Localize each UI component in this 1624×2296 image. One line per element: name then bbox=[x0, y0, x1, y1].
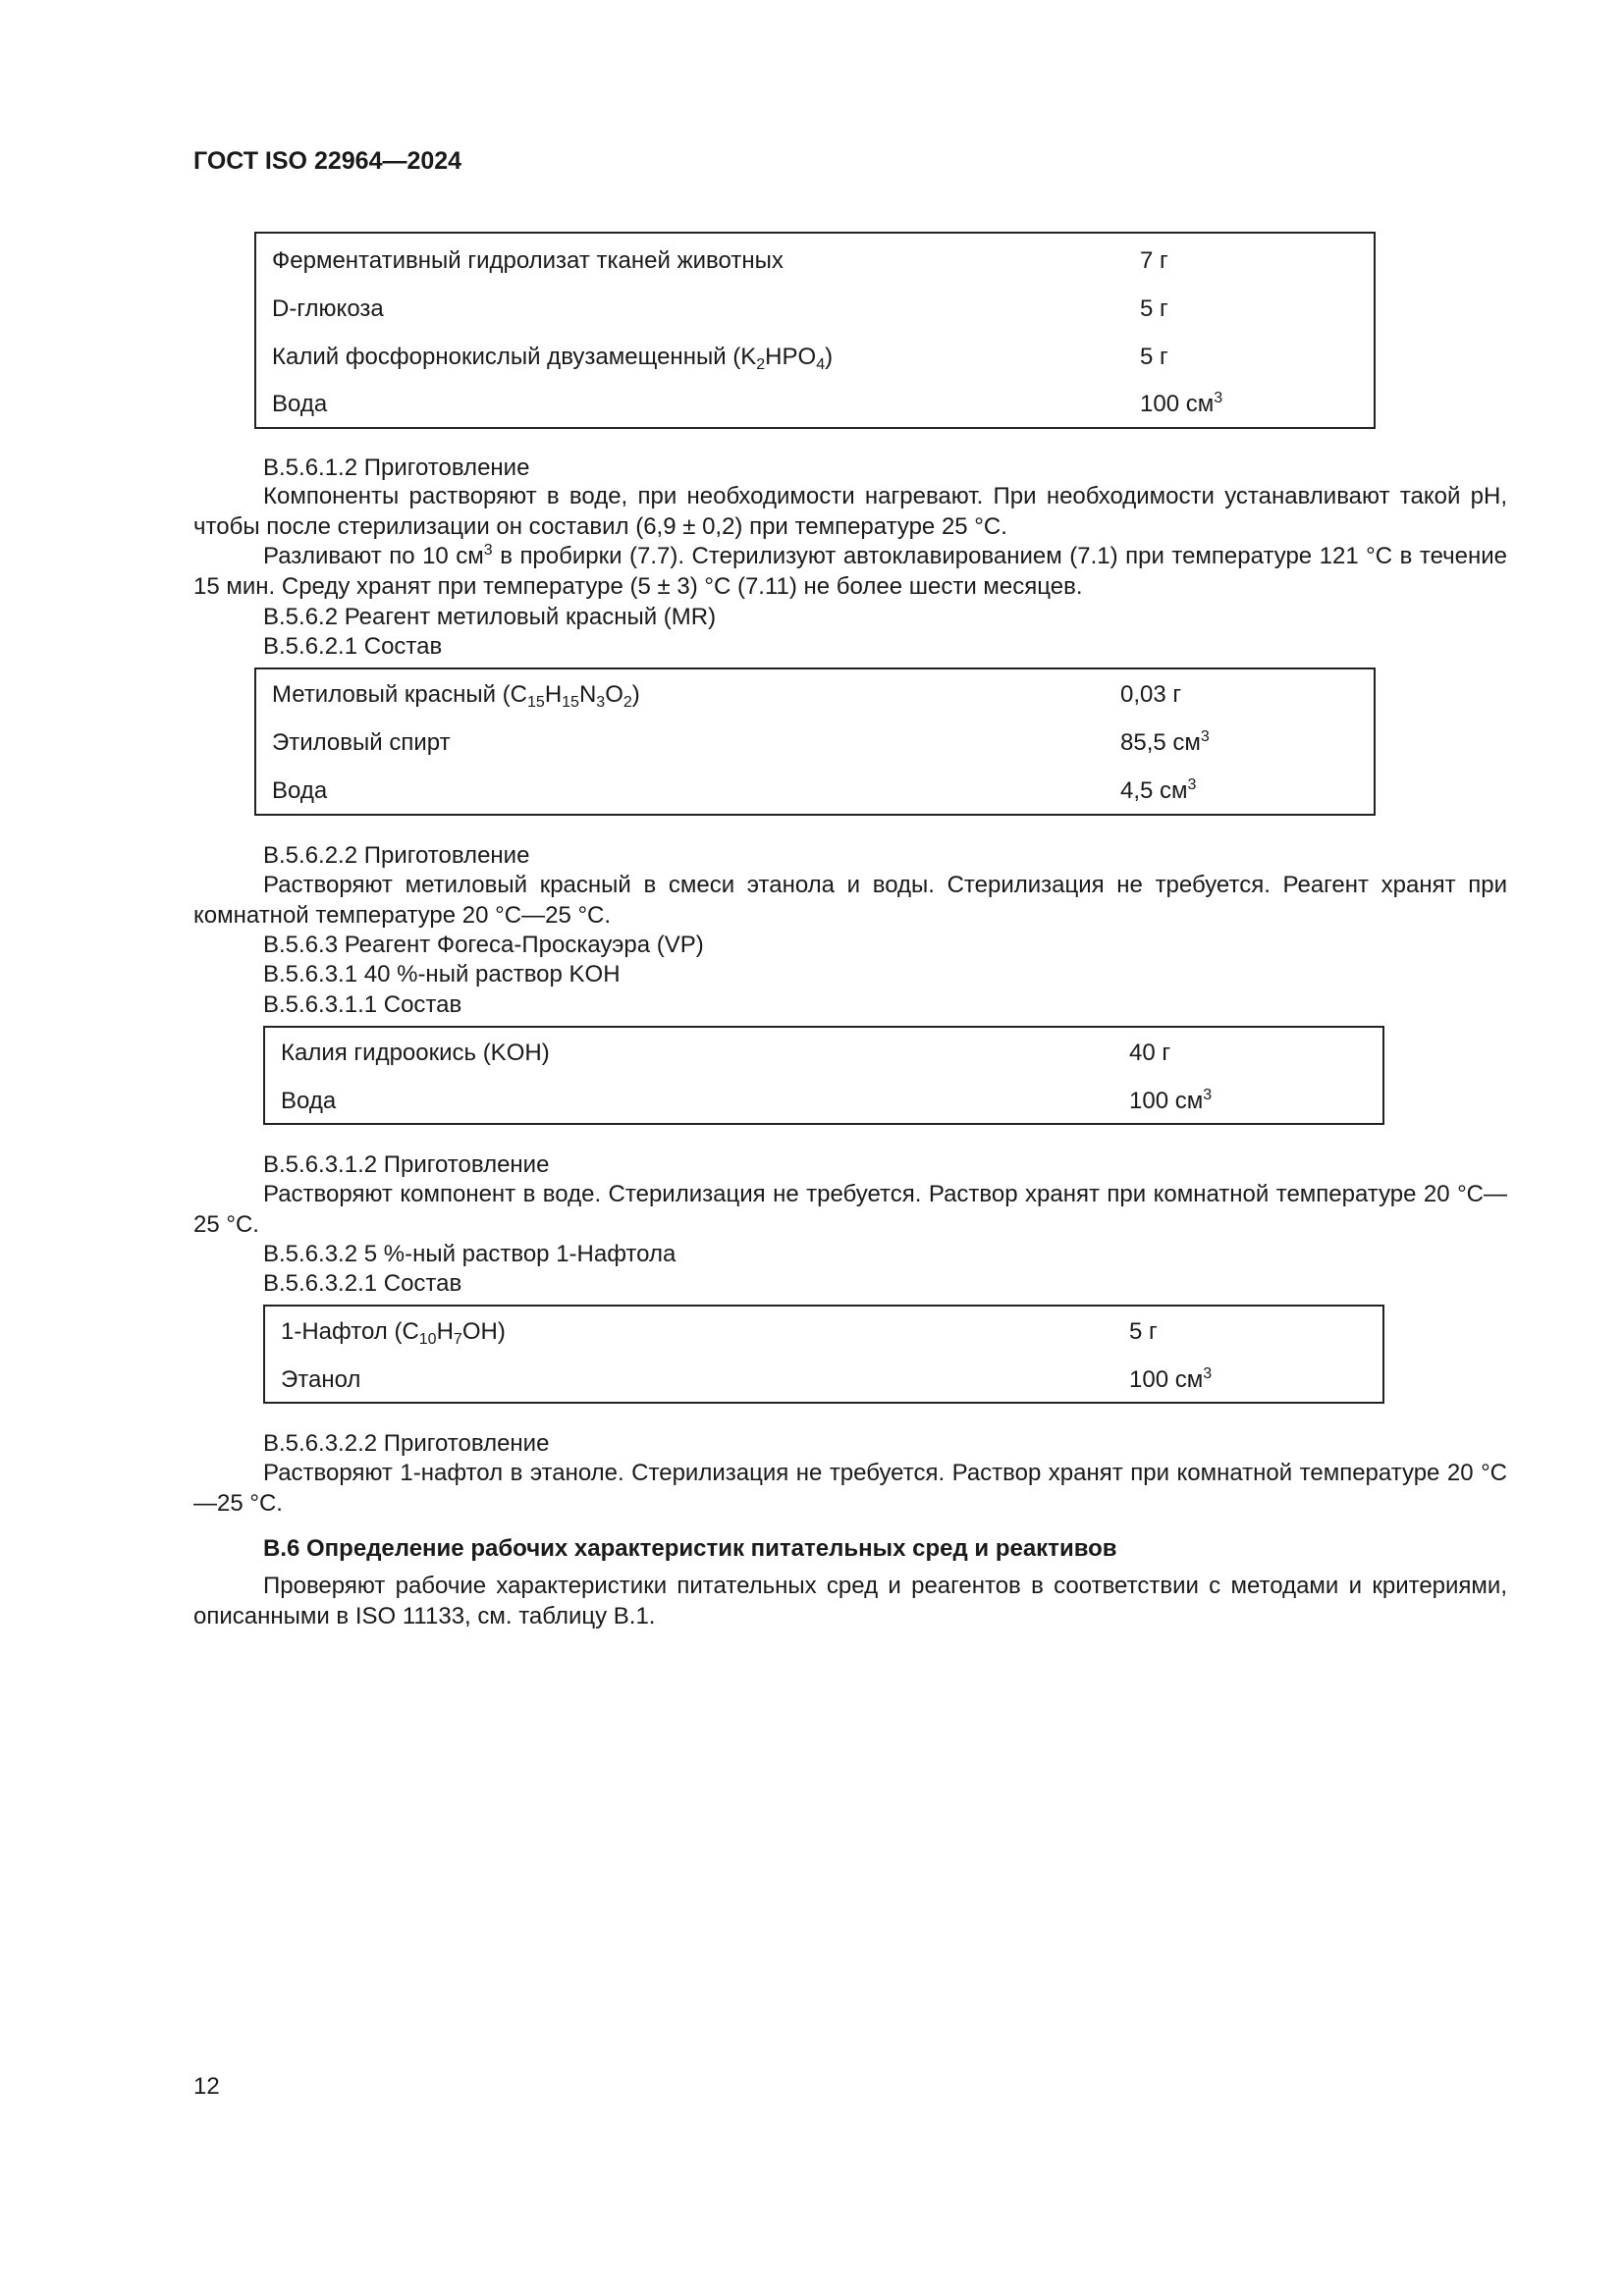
clause-heading: В.5.6.2.2 Приготовление bbox=[263, 842, 530, 869]
clause-heading: В.5.6.1.2 Приготовление bbox=[263, 454, 530, 481]
paragraph: Проверяют рабочие характеристики питательных сред и реагентов в соответствии с методами и критериями, описанными в ISO 11133, см. таблицу В.1. bbox=[193, 1573, 1507, 1629]
component-quantity: 5 г bbox=[1140, 344, 1168, 370]
clause-heading: В.5.6.3.2 5 %-ный раствор 1-Нафтола bbox=[263, 1241, 677, 1267]
composition-table-1 bbox=[254, 232, 1376, 429]
table-row bbox=[256, 670, 1374, 719]
table-row bbox=[256, 380, 1374, 428]
clause-heading: В.5.6.2.1 Состав bbox=[263, 633, 443, 660]
component-name: Этиловый спирт bbox=[272, 729, 451, 756]
document-header: ГОСТ ISO 22964—2024 bbox=[193, 147, 462, 175]
component-name: Вода bbox=[272, 391, 328, 417]
clause-heading: В.5.6.3.2.1 Состав bbox=[263, 1270, 462, 1297]
table-row bbox=[256, 285, 1374, 333]
component-name: Калия гидроокись (KOH) bbox=[281, 1040, 550, 1066]
paragraph: Разливают по 10 $см^3$ в пробирки (7.7). Стерилизуют автоклавированием (7.1) при температуре 121 °C в течение 15 мин. Среду хранят при температуре (5 ± 3) °C (7.11) не более шести месяцев. bbox=[193, 542, 1507, 600]
page-number: 12 bbox=[193, 2073, 220, 2100]
table-row bbox=[256, 333, 1374, 381]
table-row bbox=[256, 719, 1374, 767]
clause-heading: В.5.6.3 Реагент Фогеса-Проскауэра (VP) bbox=[263, 932, 704, 958]
paragraph: Растворяют метиловый красный в смеси этанола и воды. Стерилизация не требуется. Реагент хранят при комнатной температуре 20 °C—25 °C. bbox=[193, 872, 1507, 929]
table-row bbox=[265, 1356, 1382, 1404]
component-quantity: 100 $см^3$ bbox=[1129, 1087, 1213, 1114]
paragraph: Компоненты растворяют в воде, при необходимости нагревают. При необходимости устанавливают такой pH, чтобы после стерилизации он составил (6,9 ± 0,2) при температуре 25 °C. bbox=[193, 483, 1507, 540]
component-name: D-глюкоза bbox=[272, 295, 384, 322]
component-quantity: 100 $см^3$ bbox=[1140, 390, 1223, 417]
clause-heading: В.5.6.3.1.2 Приготовление bbox=[263, 1151, 550, 1178]
component-name: Ферментативный гидролизат тканей животных bbox=[272, 247, 784, 274]
component-quantity: 0,03 г bbox=[1120, 681, 1182, 708]
composition-table-2 bbox=[254, 667, 1376, 816]
table-row bbox=[265, 1308, 1382, 1356]
table-row bbox=[265, 1077, 1382, 1125]
clause-heading: В.5.6.3.1 40 %-ный раствор KOH bbox=[263, 961, 621, 988]
component-quantity: 85,5 $см^3$ bbox=[1120, 728, 1210, 756]
component-quantity: 4,5 $см^3$ bbox=[1120, 776, 1197, 804]
table-row bbox=[265, 1029, 1382, 1077]
paragraph: Растворяют компонент в воде. Стерилизация не требуется. Раствор хранят при комнатной температуре 20 °C—25 °C. bbox=[193, 1181, 1507, 1238]
component-quantity: 40 г bbox=[1129, 1040, 1171, 1066]
table-row bbox=[256, 237, 1374, 285]
component-quantity: 5 г bbox=[1140, 295, 1168, 322]
section-title: В.6 Определение рабочих характеристик питательных сред и реактивов bbox=[263, 1535, 1117, 1562]
component-name: Вода bbox=[281, 1088, 337, 1114]
component-name: Этанол bbox=[281, 1366, 361, 1393]
component-name: 1-Нафтол $(C_{10}H_7OH)$ bbox=[281, 1318, 506, 1348]
component-name: Калий фосфорнокислый двузамещенный $(K_2HPO_4)$ bbox=[272, 344, 834, 373]
component-name: Вода bbox=[272, 777, 328, 804]
component-quantity: 7 г bbox=[1140, 247, 1168, 274]
paragraph: Растворяют 1-нафтол в этаноле. Стерилизация не требуется. Раствор хранят при комнатной температуре 20 °C—25 °C. bbox=[193, 1460, 1507, 1517]
component-name: Метиловый красный $(C_{15}H_{15}N_3O_2)$ bbox=[272, 681, 640, 711]
clause-heading: В.5.6.3.1.1 Состав bbox=[263, 991, 462, 1018]
table-row bbox=[256, 767, 1374, 815]
clause-heading: В.5.6.2 Реагент метиловый красный (MR) bbox=[263, 604, 717, 630]
component-quantity: 100 $см^3$ bbox=[1129, 1365, 1213, 1393]
composition-table-3 bbox=[263, 1026, 1384, 1125]
clause-heading: В.5.6.3.2.2 Приготовление bbox=[263, 1430, 550, 1457]
component-quantity: 5 г bbox=[1129, 1318, 1158, 1345]
composition-table-4 bbox=[263, 1305, 1384, 1404]
